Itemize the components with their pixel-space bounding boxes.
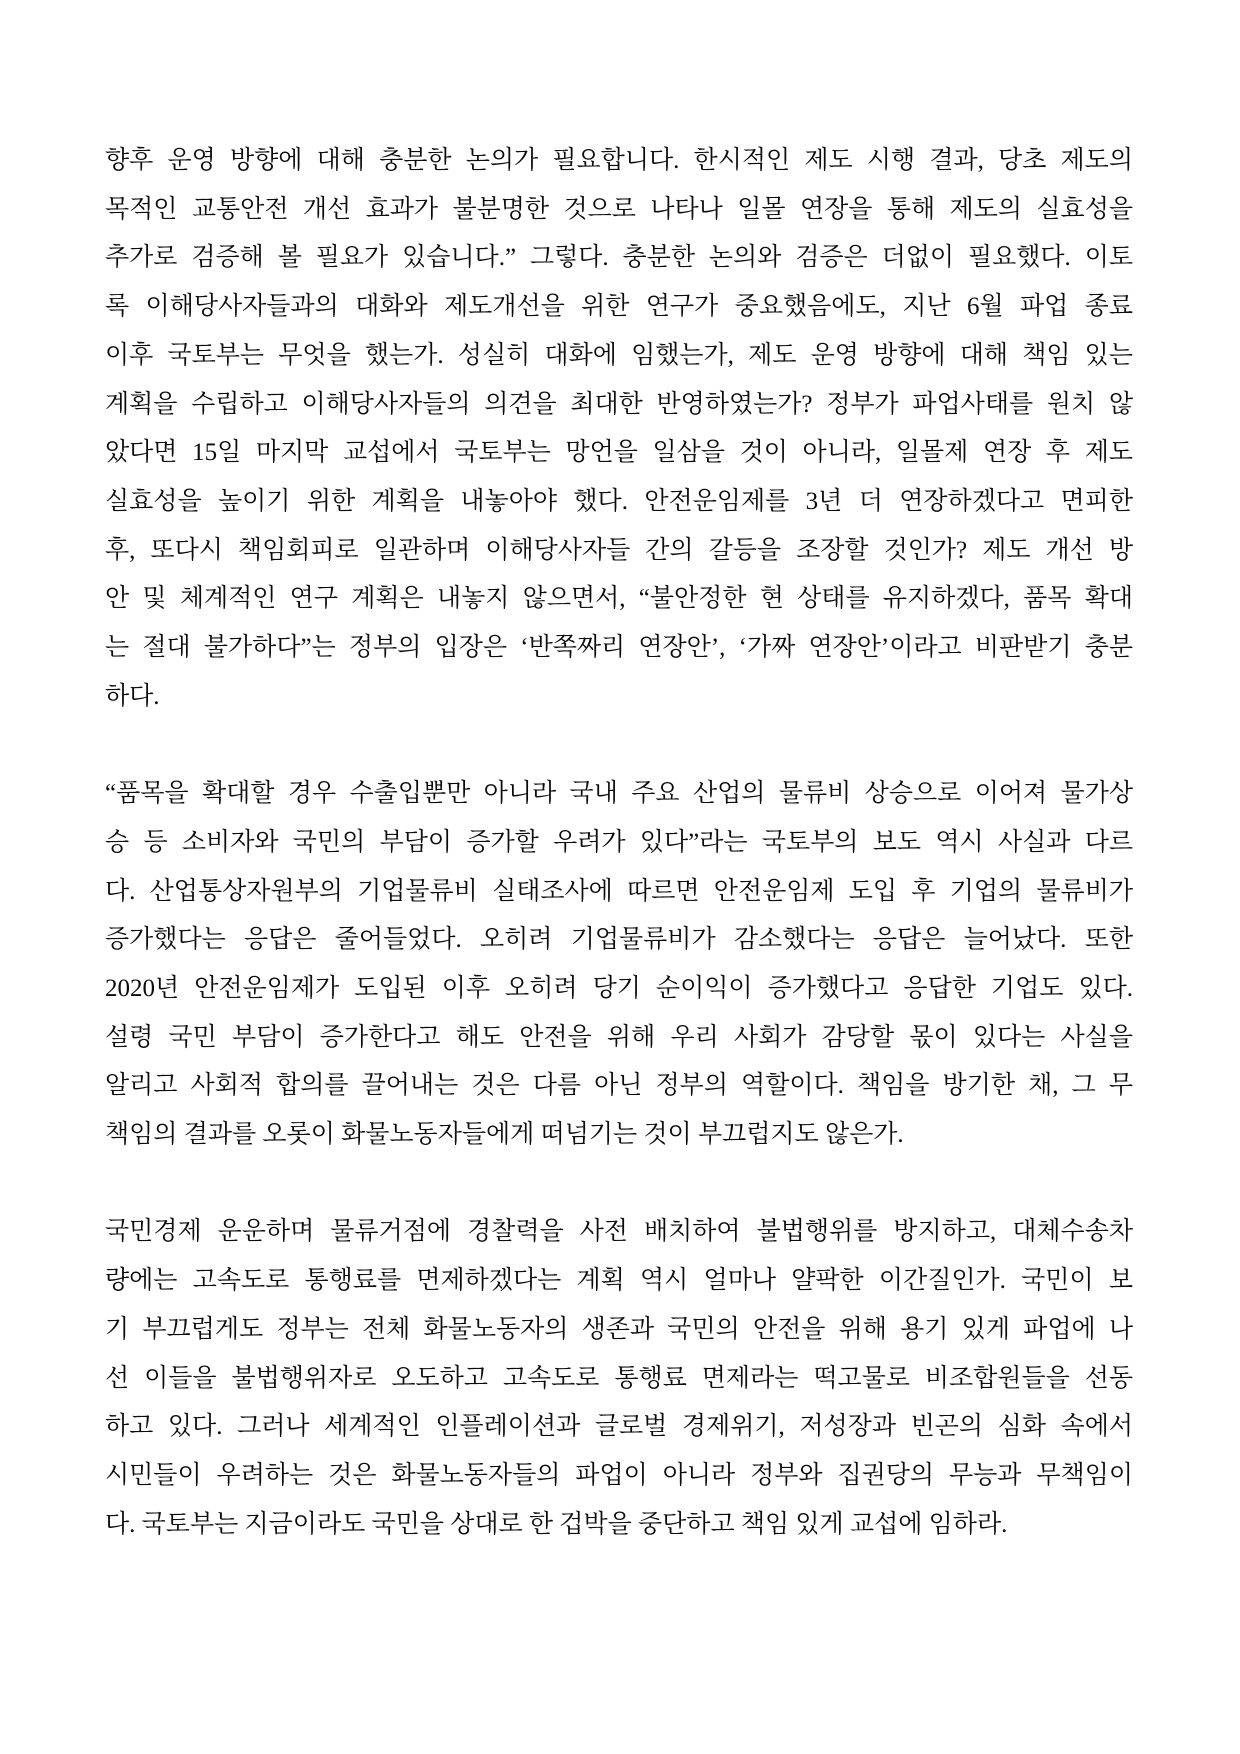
text-line: 추가로 검증해 볼 필요가 있습니다.” 그렇다. 충분한 논의와 검증은 더없이 필요했다. 이토	[105, 244, 1133, 272]
text-line: 책임의 결과를 오롯이 화물노동자들에게 떠넘기는 것이 부끄럽지도 않은가.	[105, 1121, 904, 1149]
text-line: 향후 운영 방향에 대해 충분한 논의가 필요합니다. 한시적인 제도 시행 결과, 당초 제도의	[105, 147, 1133, 174]
text-line: 시민들이 우려하는 것은 화물노동자들의 파업이 아니라 정부와 집권당의 무능과 무책임이	[105, 1461, 1133, 1489]
text-line: 다. 산업통상자원부의 기업물류비 실태조사에 따르면 안전운임제 도입 후 기업의 물류비가	[105, 877, 1133, 905]
text-line: 2020년 안전운임제가 도입된 이후 오히려 당기 순이익이 증가했다고 응답한 기업도 있다.	[105, 974, 1133, 1002]
text-line: 증가했다는 응답은 줄어들었다. 오히려 기업물류비가 감소했다는 응답은 늘어났다. 또한	[105, 926, 1133, 954]
text-line: 는 절대 불가하다”는 정부의 입장은 ‘반쪽짜리 연장안’, ‘가짜 연장안’이라고 비판받기 충분	[105, 634, 1133, 662]
text-line: 실효성을 높이기 위한 계획을 내놓아야 했다. 안전운임제를 3년 더 연장하겠다고 면피한	[105, 487, 1133, 515]
text-line: 국민경제 운운하며 물류거점에 경찰력을 사전 배치하여 불법행위를 방지하고, 대체수송차	[105, 1218, 1133, 1246]
text-line: 록 이해당사자들과의 대화와 제도개선을 위한 연구가 중요했음에도, 지난 6월 파업 종료	[105, 293, 1133, 321]
text-line: 다. 국토부는 지금이라도 국민을 상대로 한 겁박을 중단하고 책임 있게 교섭에 임하라.	[105, 1510, 1008, 1538]
text-line: 알리고 사회적 합의를 끌어내는 것은 다름 아닌 정부의 역할이다. 책임을 방기한 채, 그 무	[105, 1072, 1133, 1100]
paragraph	[105, 137, 1133, 721]
text-line: 계획을 수립하고 이해당사자들의 의견을 최대한 반영하였는가? 정부가 파업사태를 원치 않	[105, 390, 1133, 418]
text-line: “품목을 확대할 경우 수출입뿐만 아니라 국내 주요 산업의 물류비 상승으로 이어져 물가상	[105, 780, 1133, 808]
text-line: 하다.	[105, 682, 160, 710]
text-line: 이후 국토부는 무엇을 했는가. 성실히 대화에 임했는가, 제도 운영 방향에 대해 책임 있는	[105, 341, 1133, 369]
text-line: 선 이들을 불법행위자로 오도하고 고속도로 통행료 면제라는 떡고물로 비조합원들을 선동	[105, 1364, 1133, 1392]
text-line: 하고 있다. 그러나 세계적인 인플레이션과 글로벌 경제위기, 저성장과 빈곤의 심화 속에서	[105, 1413, 1133, 1441]
text-line: 안 및 체계적인 연구 계획은 내놓지 않으면서, “불안정한 현 상태를 유지하겠다, 품목 확대	[105, 585, 1133, 613]
text-line: 설령 국민 부담이 증가한다고 해도 안전을 위해 우리 사회가 감당할 몫이 있다는 사실을	[105, 1023, 1133, 1051]
text-line: 승 등 소비자와 국민의 부담이 증가할 우려가 있다”라는 국토부의 보도 역시 사실과 다르	[105, 828, 1133, 856]
paragraph	[105, 1208, 1133, 1549]
text-line: 았다면 15일 마지막 교섭에서 국토부는 망언을 일삼을 것이 아니라, 일몰제 연장 후 제도	[105, 439, 1133, 467]
paragraph	[105, 770, 1133, 1160]
text-line: 량에는 고속도로 통행료를 면제하겠다는 계획 역시 얼마나 얄팍한 이간질인가. 국민이 보	[105, 1267, 1133, 1295]
text-line: 후, 또다시 책임회피로 일관하며 이해당사자들 간의 갈등을 조장할 것인가? 제도 개선 방	[105, 536, 1133, 564]
text-line: 기 부끄럽게도 정부는 전체 화물노동자의 생존과 국민의 안전을 위해 용기 있게 파업에 나	[105, 1315, 1133, 1343]
document-text	[105, 137, 1133, 1549]
text-line: 목적인 교통안전 개선 효과가 불분명한 것으로 나타나 일몰 연장을 통해 제도의 실효성을	[105, 195, 1133, 223]
